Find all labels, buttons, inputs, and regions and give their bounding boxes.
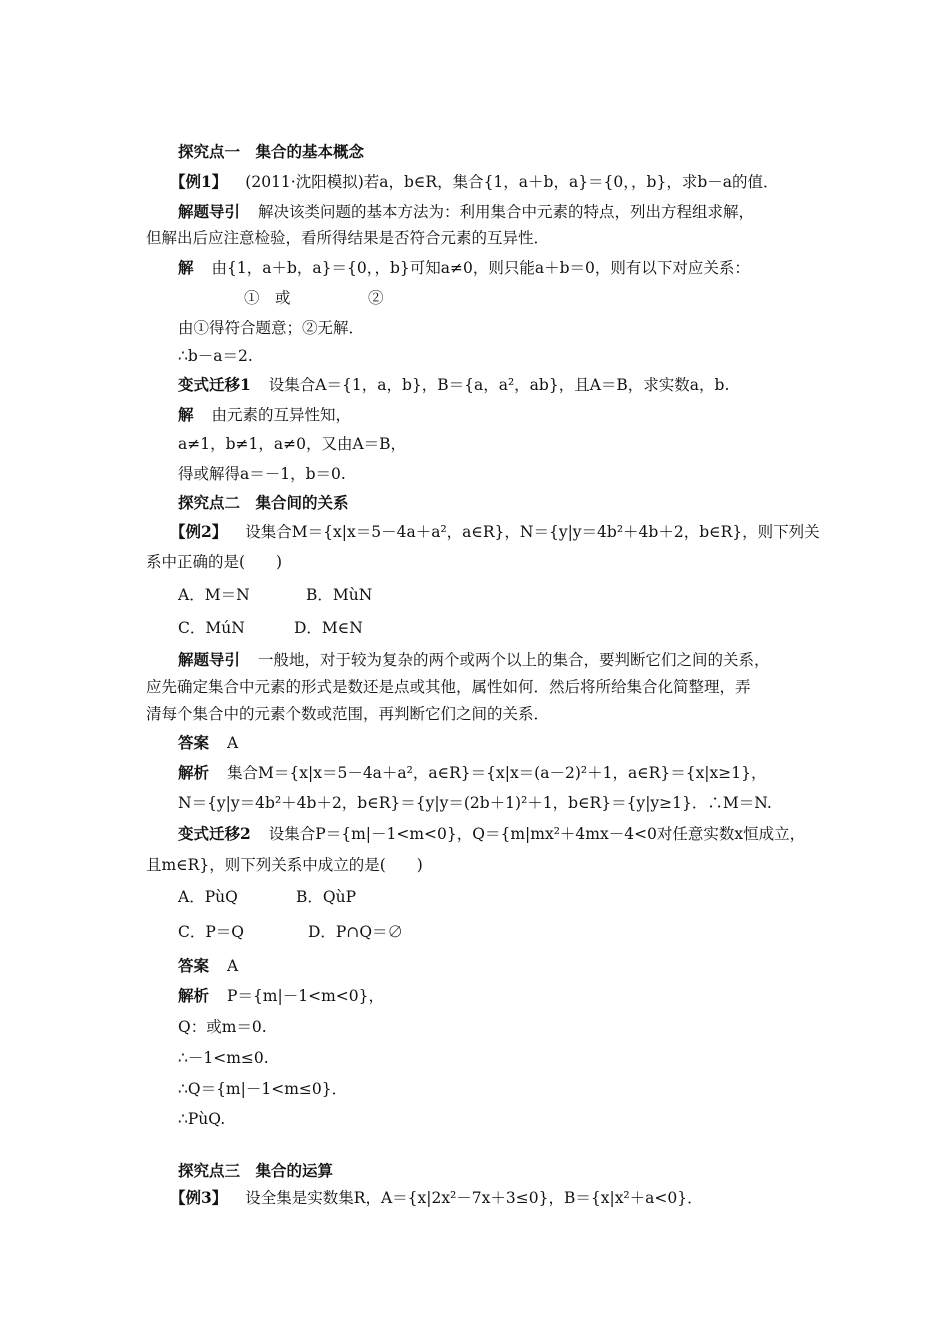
answer-value: A	[227, 957, 239, 975]
solution-result: ∴b－a＝2.	[178, 347, 253, 365]
example-2-answer	[178, 733, 238, 753]
variant-1-text: 设集合A＝{1，a，b}，B＝{a，a²，ab}，且A＝B，求实数a，b.	[268, 376, 730, 394]
guide-label: 解题导引	[178, 202, 241, 221]
analysis-line: ∴Q＝{m|－1<m≤0}．	[178, 1080, 348, 1098]
example-2-label: 【例2】	[170, 522, 228, 541]
option-c: C．MúN	[178, 619, 245, 637]
example-1-guide	[178, 202, 754, 222]
option-c: C．P＝Q	[178, 923, 244, 941]
solution-result: 得或解得a＝－1，b＝0.	[178, 465, 346, 483]
example-1-label: 【例1】	[170, 172, 228, 191]
guide-text-cont: 但解出后应注意检验，看所得结果是否符合元素的互异性．	[146, 229, 550, 247]
option-d: D．M∈N	[294, 619, 363, 637]
example-2-question	[170, 522, 820, 542]
guide-text: 一般地，对于较为复杂的两个或两个以上的集合，要判断它们之间的关系，	[258, 651, 770, 669]
analysis-label: 解析	[178, 986, 210, 1005]
answer-value: A	[227, 734, 239, 752]
variant-1-question	[178, 375, 729, 395]
option-d: D．P∩Q＝∅	[308, 923, 404, 941]
variant-2-label: 变式迁移2	[178, 824, 251, 843]
example-2-text-cont: 系中正确的是( )	[146, 553, 283, 571]
variant-2-text-cont: 且m∈R}，则下列关系中成立的是( )	[146, 856, 423, 874]
solution-label: 解	[178, 405, 194, 424]
solution-text: 由元素的互异性知，	[211, 406, 352, 424]
option-b: B．MùN	[306, 586, 373, 604]
guide-text-cont: 清每个集合中的元素个数或范围，再判断它们之间的关系．	[146, 705, 550, 723]
section-title-1: 探究点一 集合的基本概念	[178, 142, 365, 161]
solution-label: 解	[178, 258, 194, 277]
answer-label: 答案	[178, 733, 210, 752]
analysis-text-cont: N＝{y|y＝4b²＋4b＋2，b∈R}＝{y|y＝(2b＋1)²＋1，b∈R}＝{y|y≥1}．∴M＝N.	[178, 794, 772, 812]
variant-2-analysis	[178, 986, 384, 1006]
analysis-line: Q：或m＝0.	[178, 1018, 267, 1036]
guide-text-cont: 应先确定集合中元素的形式是数还是点或其他，属性如何．然后将所给集合化简整理，弄	[146, 678, 751, 696]
analysis-label: 解析	[178, 763, 210, 782]
section-title-3: 探究点三 集合的运算	[178, 1161, 334, 1180]
section-title-2: 探究点二 集合间的关系	[178, 493, 349, 512]
example-2-guide	[178, 650, 770, 670]
analysis-text: 集合M＝{x|x＝5－4a＋a²，a∈R}＝{x|x＝(a－2)²＋1，a∈R}＝{x|x≥1}，	[227, 764, 767, 782]
guide-text: 解决该类问题的基本方法为：利用集合中元素的特点，列出方程组求解，	[258, 203, 755, 221]
solution-line: a≠1，b≠1，a≠0，又由A＝B，	[178, 435, 407, 453]
solution-line: 由①得符合题意；②无解．	[178, 319, 365, 337]
variant-2-answer	[178, 956, 238, 976]
analysis-result: ∴PùQ.	[178, 1110, 226, 1128]
guide-label: 解题导引	[178, 650, 241, 669]
analysis-text: P＝{m|－1<m<0}，	[227, 987, 384, 1005]
example-1-solution	[178, 258, 750, 278]
answer-label: 答案	[178, 956, 210, 975]
option-a: A．M＝N	[178, 586, 250, 604]
variant-1-label: 变式迁移1	[178, 375, 251, 394]
example-3-text: 设全集是实数集R，A＝{x|2x²－7x＋3≤0}，B＝{x|x²＋a<0}．	[245, 1189, 703, 1207]
example-1-question	[170, 172, 778, 192]
variant-2-question	[178, 824, 805, 844]
solution-text: 由{1，a＋b，a}＝{0，，b}可知a≠0，则只能a＋b＝0，则有以下对应关系：	[211, 259, 750, 277]
example-2-analysis	[178, 763, 766, 783]
example-2-text: 设集合M＝{x|x＝5－4a＋a²，a∈R}，N＝{y|y＝4b²＋4b＋2，b∈R}，则下列关	[245, 523, 820, 541]
example-3-question	[170, 1188, 703, 1208]
option-a: A．PùQ	[178, 888, 238, 906]
example-1-text: (2011·沈阳模拟)若a，b∈R，集合{1，a＋b，a}＝{0，，b}，求b－a的值．	[245, 173, 779, 191]
analysis-line: ∴－1<m≤0.	[178, 1049, 269, 1067]
solution-cases: ① 或 ②	[244, 289, 384, 307]
option-b: B．QùP	[296, 888, 357, 906]
variant-2-text: 设集合P＝{m|－1<m<0}，Q＝{m|mx²＋4mx－4<0对任意实数x恒成立，	[268, 825, 806, 843]
example-3-label: 【例3】	[170, 1188, 228, 1207]
variant-1-solution	[178, 405, 351, 425]
